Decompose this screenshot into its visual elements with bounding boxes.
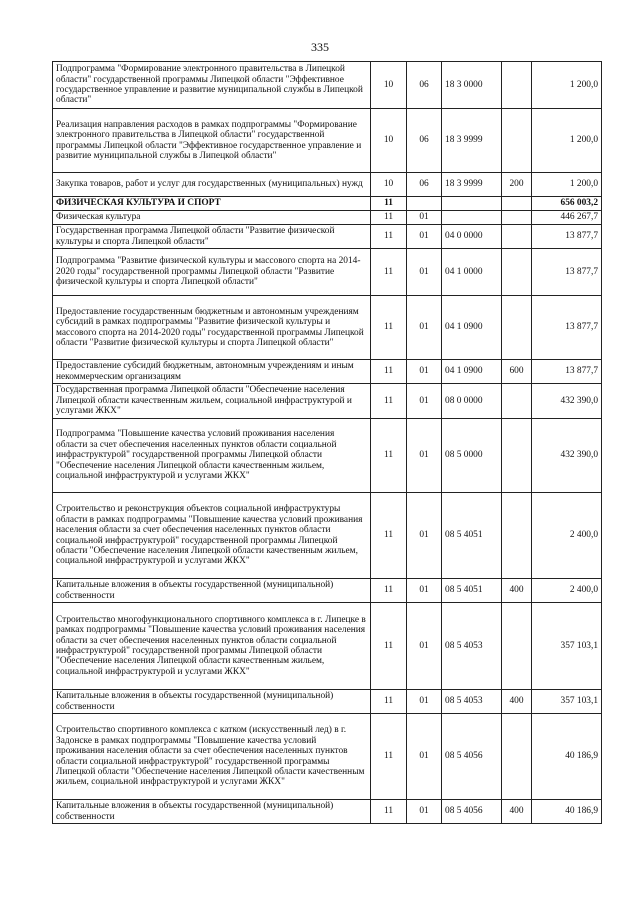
row-expense-type: 600	[502, 360, 532, 384]
row-amount: 40 186,9	[532, 714, 602, 800]
row-name: Строительство спортивного комплекса с катком (искусственный лед) в г. Задонске в рамках подпрограммы "Повышение качества условий проживания населения области за счет обеспечения населенных пунктов области социальной инфраструктурой" государственной программы Липецкой области "Обеспечение населения Липецкой области качественным жильем, социальной инфраструктурой и услугами ЖКХ"	[53, 714, 371, 800]
row-amount: 1 200,0	[532, 109, 602, 173]
row-section: 11	[371, 225, 407, 249]
budget-table-body	[53, 62, 602, 824]
table-row	[53, 800, 602, 824]
row-amount: 656 003,2	[532, 197, 602, 211]
row-section: 11	[371, 493, 407, 579]
row-section: 11	[371, 690, 407, 714]
table-row	[53, 225, 602, 249]
table-row	[53, 384, 602, 419]
row-target-code: 18 3 9999	[442, 173, 502, 197]
table-row	[53, 493, 602, 579]
row-target-code: 08 5 4051	[442, 579, 502, 603]
row-section: 11	[371, 197, 407, 211]
row-target-code: 08 5 4056	[442, 714, 502, 800]
row-expense-type	[502, 296, 532, 360]
row-name: ФИЗИЧЕСКАЯ КУЛЬТУРА И СПОРТ	[53, 197, 371, 211]
row-expense-type	[502, 225, 532, 249]
row-name: Капитальные вложения в объекты государственной (муниципальной) собственности	[53, 800, 371, 824]
row-expense-type: 400	[502, 690, 532, 714]
row-expense-type	[502, 493, 532, 579]
row-target-code: 04 0 0000	[442, 225, 502, 249]
row-amount: 13 877,7	[532, 249, 602, 296]
table-row	[53, 419, 602, 493]
row-target-code: 04 1 0900	[442, 360, 502, 384]
row-subsection: 01	[407, 800, 442, 824]
row-target-code	[442, 197, 502, 211]
row-section: 11	[371, 800, 407, 824]
row-expense-type	[502, 714, 532, 800]
row-name: Подпрограмма "Повышение качества условий проживания населения области за счет обеспечения населенных пунктов области социальной инфраструктурой" государственной программы Липецкой области "Обеспечение населения Липецкой области качественным жильем, социальной инфраструктурой и услугами ЖКХ"	[53, 419, 371, 493]
row-target-code: 08 0 0000	[442, 384, 502, 419]
row-expense-type: 400	[502, 579, 532, 603]
row-name: Предоставление государственным бюджетным и автономным учреждениям субсидий в рамках подпрограммы "Развитие физической культуры и массового спорта на 2014-2020 годы" государственной программы Липецкой области "Развитие физической культуры и спорта Липецкой области"	[53, 296, 371, 360]
row-amount: 13 877,7	[532, 225, 602, 249]
table-row	[53, 211, 602, 225]
row-section: 11	[371, 714, 407, 800]
row-expense-type	[502, 211, 532, 225]
row-amount: 2 400,0	[532, 493, 602, 579]
row-name: Капитальные вложения в объекты государственной (муниципальной) собственности	[53, 579, 371, 603]
row-section: 10	[371, 109, 407, 173]
row-subsection: 01	[407, 419, 442, 493]
row-subsection: 01	[407, 384, 442, 419]
row-name: Закупка товаров, работ и услуг для государственных (муниципальных) нужд	[53, 173, 371, 197]
table-row	[53, 62, 602, 109]
table-row	[53, 360, 602, 384]
row-expense-type	[502, 62, 532, 109]
row-name: Реализация направления расходов в рамках подпрограммы "Формирование электронного правительства в Липецкой области" государственной программы Липецкой области "Эффективное государственное управление и развитие муниципальной службы в Липецкой области"	[53, 109, 371, 173]
row-name: Подпрограмма "Развитие физической культуры и массового спорта на 2014-2020 годы" государственной программы Липецкой области "Развитие физической культуры и спорта Липецкой области"	[53, 249, 371, 296]
row-amount: 357 103,1	[532, 690, 602, 714]
row-section: 11	[371, 419, 407, 493]
row-expense-type	[502, 419, 532, 493]
row-expense-type	[502, 603, 532, 690]
row-section: 11	[371, 296, 407, 360]
row-amount: 432 390,0	[532, 419, 602, 493]
table-row	[53, 714, 602, 800]
row-target-code: 18 3 0000	[442, 62, 502, 109]
row-target-code: 04 1 0900	[442, 296, 502, 360]
row-subsection: 01	[407, 296, 442, 360]
row-amount: 13 877,7	[532, 296, 602, 360]
row-target-code: 08 5 4053	[442, 603, 502, 690]
row-name: Физическая культура	[53, 211, 371, 225]
row-subsection: 01	[407, 360, 442, 384]
row-amount: 2 400,0	[532, 579, 602, 603]
row-section: 11	[371, 384, 407, 419]
row-target-code: 08 5 0000	[442, 419, 502, 493]
row-amount: 40 186,9	[532, 800, 602, 824]
row-name: Подпрограмма "Формирование электронного правительства в Липецкой области" государственной программы Липецкой области "Эффективное государственное управление и развитие муниципальной службы в Липецкой области"	[53, 62, 371, 109]
row-expense-type	[502, 249, 532, 296]
row-name: Предоставление субсидий бюджетным, автономным учреждениям и иным некоммерческим организациям	[53, 360, 371, 384]
table-row	[53, 173, 602, 197]
row-subsection: 01	[407, 579, 442, 603]
row-target-code: 08 5 4051	[442, 493, 502, 579]
row-expense-type: 400	[502, 800, 532, 824]
row-subsection: 01	[407, 211, 442, 225]
row-subsection: 01	[407, 225, 442, 249]
row-subsection: 01	[407, 249, 442, 296]
row-name: Государственная программа Липецкой области "Обеспечение населения Липецкой области качественным жильем, социальной инфраструктурой и услугами ЖКХ"	[53, 384, 371, 419]
table-row	[53, 603, 602, 690]
row-subsection	[407, 197, 442, 211]
row-expense-type	[502, 197, 532, 211]
table-row	[53, 579, 602, 603]
row-target-code: 04 1 0000	[442, 249, 502, 296]
row-section: 10	[371, 173, 407, 197]
row-expense-type	[502, 384, 532, 419]
table-row	[53, 109, 602, 173]
row-amount: 1 200,0	[532, 62, 602, 109]
row-section: 11	[371, 360, 407, 384]
row-section: 11	[371, 249, 407, 296]
row-expense-type: 200	[502, 173, 532, 197]
table-row	[53, 296, 602, 360]
row-subsection: 01	[407, 493, 442, 579]
row-subsection: 06	[407, 173, 442, 197]
row-target-code: 18 3 9999	[442, 109, 502, 173]
row-subsection: 01	[407, 690, 442, 714]
row-subsection: 06	[407, 62, 442, 109]
table-row	[53, 197, 602, 211]
row-subsection: 01	[407, 603, 442, 690]
row-name: Капитальные вложения в объекты государственной (муниципальной) собственности	[53, 690, 371, 714]
row-expense-type	[502, 109, 532, 173]
row-amount: 432 390,0	[532, 384, 602, 419]
row-name: Строительство и реконструкция объектов социальной инфраструктуры области в рамках подпрограммы "Повышение качества условий проживания населения области за счет обеспечения населенных пунктов области социальной инфраструктурой" государственной программы Липецкой области "Обеспечение населения Липецкой области качественным жильем, социальной инфраструктурой и услугами ЖКХ"	[53, 493, 371, 579]
row-target-code	[442, 211, 502, 225]
row-section: 10	[371, 62, 407, 109]
row-amount: 446 267,7	[532, 211, 602, 225]
row-amount: 1 200,0	[532, 173, 602, 197]
page-number: 335	[311, 40, 329, 54]
row-target-code: 08 5 4056	[442, 800, 502, 824]
budget-table	[52, 61, 602, 824]
row-name: Государственная программа Липецкой области "Развитие физической культуры и спорта Липецкой области"	[53, 225, 371, 249]
row-amount: 13 877,7	[532, 360, 602, 384]
row-section: 11	[371, 211, 407, 225]
table-row	[53, 249, 602, 296]
row-subsection: 06	[407, 109, 442, 173]
table-row	[53, 690, 602, 714]
row-section: 11	[371, 603, 407, 690]
row-amount: 357 103,1	[532, 603, 602, 690]
row-name: Строительство многофункционального спортивного комплекса в г. Липецке в рамках подпрограммы "Повышение качества условий проживания населения области за счет обеспечения населенных пунктов области социальной инфраструктурой" государственной программы Липецкой области "Обеспечение населения Липецкой области качественным жильем, социальной инфраструктурой и услугами ЖКХ"	[53, 603, 371, 690]
row-section: 11	[371, 579, 407, 603]
row-target-code: 08 5 4053	[442, 690, 502, 714]
row-subsection: 01	[407, 714, 442, 800]
